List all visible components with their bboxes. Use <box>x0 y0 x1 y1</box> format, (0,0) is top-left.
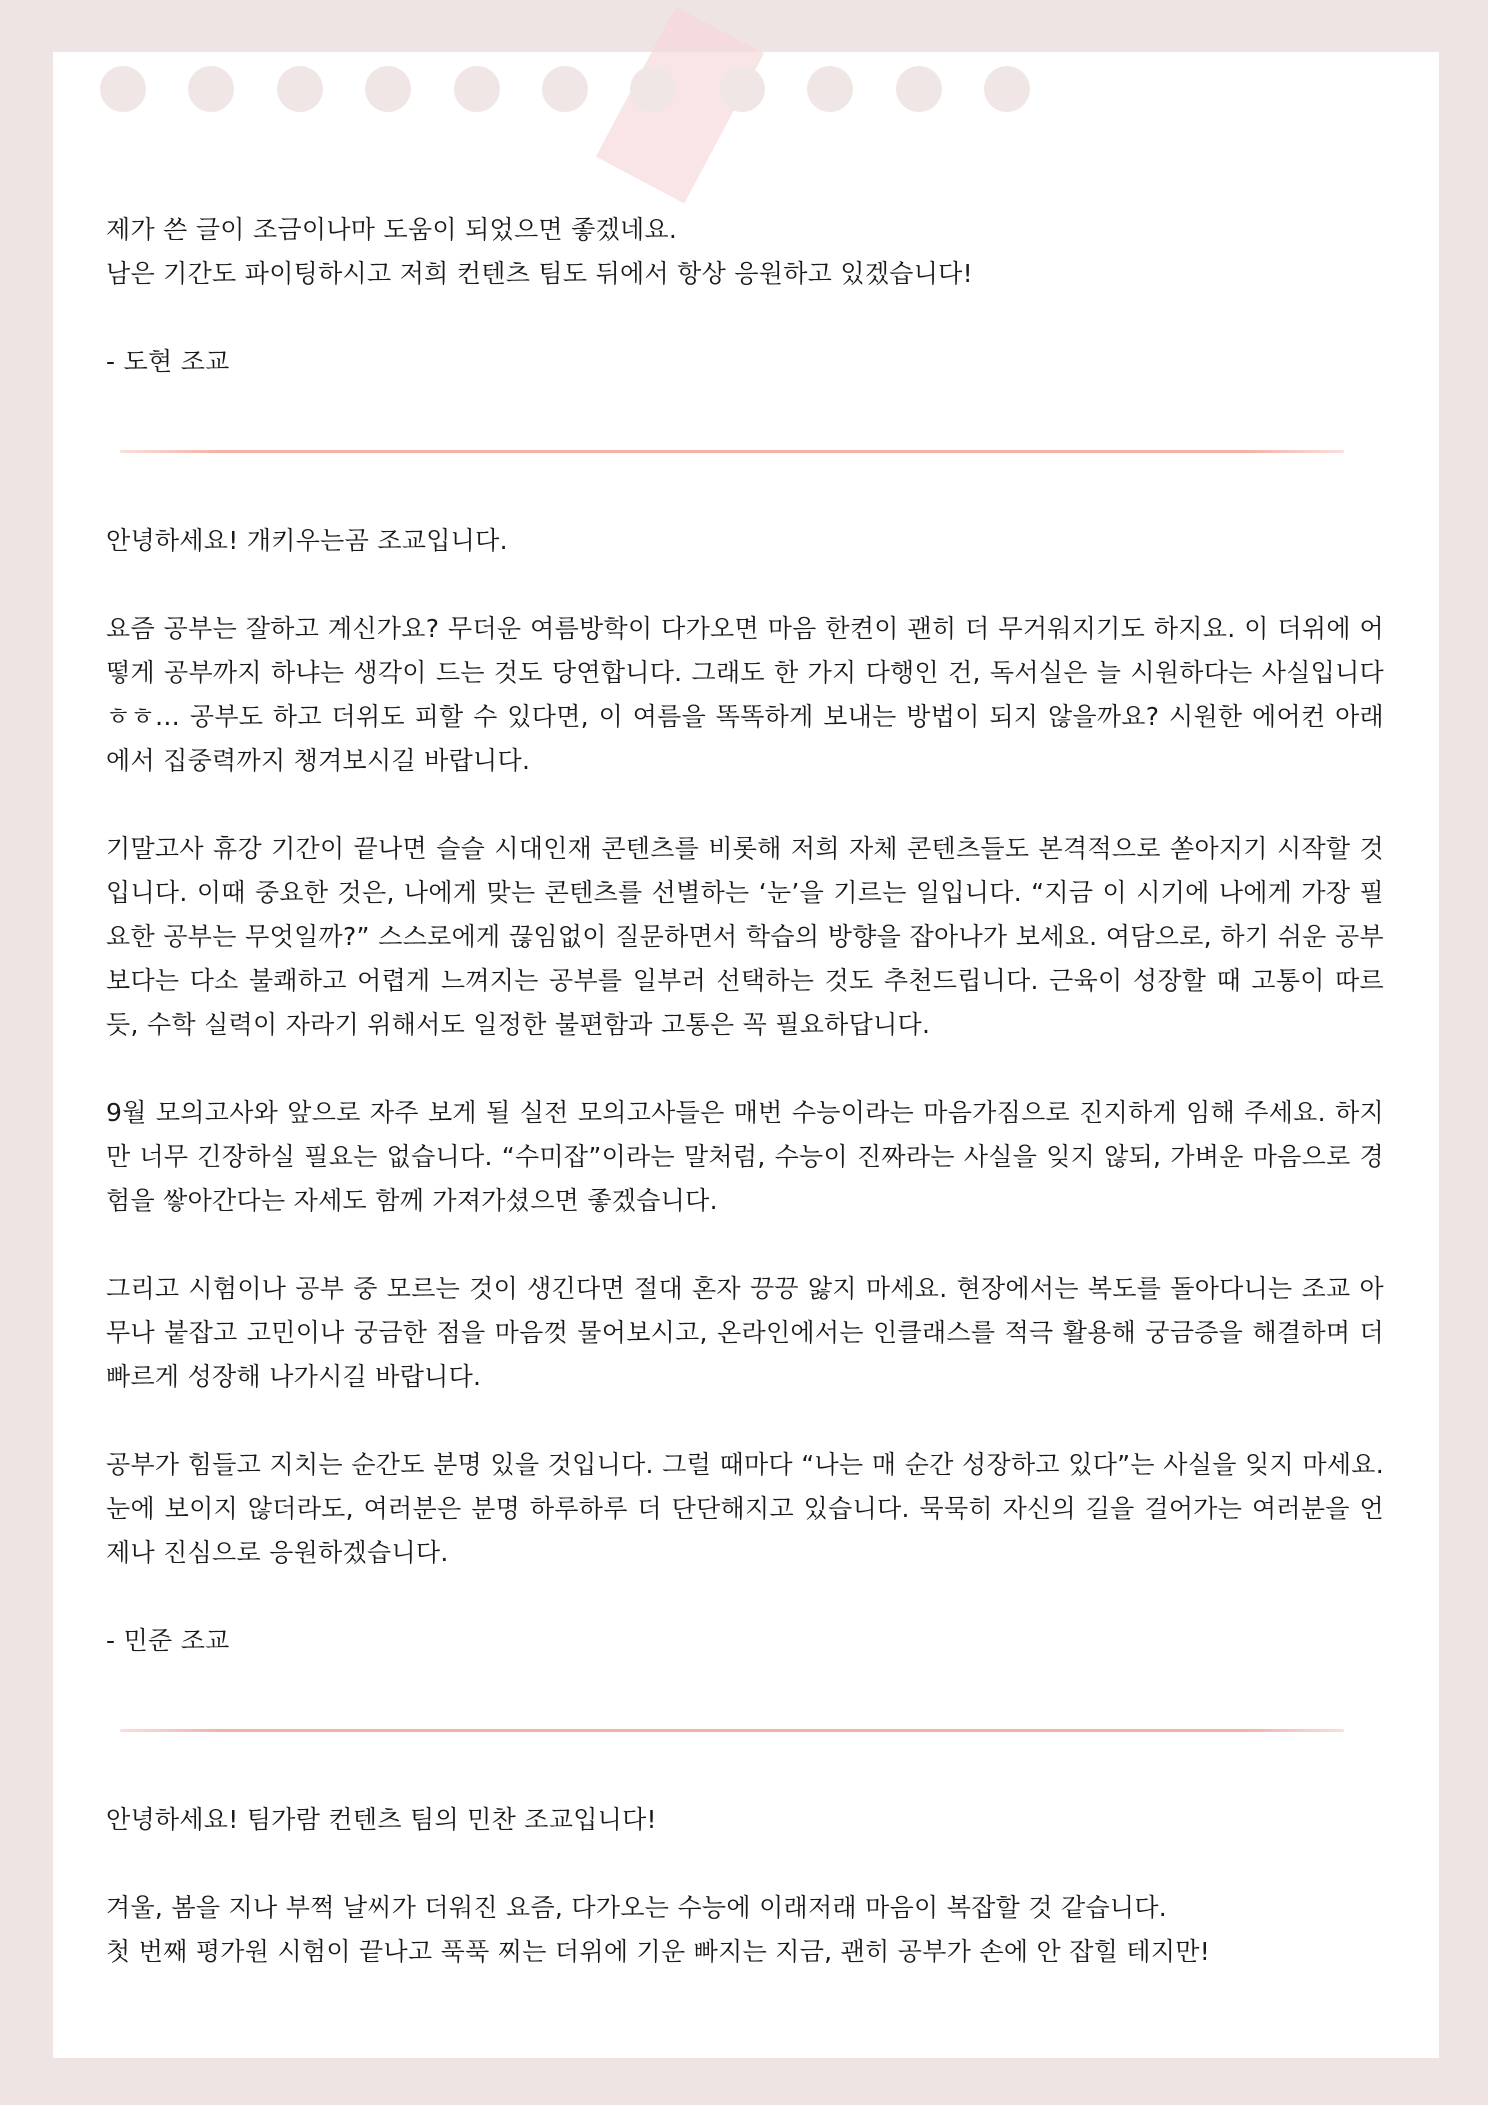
binder-hole <box>896 66 942 112</box>
message-section <box>106 519 1384 1663</box>
text-line: 제가 쓴 글이 조금이나마 도움이 되었으면 좋겠네요. <box>106 215 678 244</box>
signature: - 민준 조교 <box>106 1626 230 1655</box>
signature: - 도현 조교 <box>106 347 230 376</box>
paragraph: 안녕하세요! 팀가람 컨텐츠 팀의 민찬 조교입니다! <box>106 1805 657 1834</box>
binder-hole <box>719 66 765 112</box>
text-line: 첫 번째 평가원 시험이 끝나고 푹푹 찌는 더위에 기운 빠지는 지금, 괜히 공부가 손에 안 잡힐 테지만! <box>106 1937 1211 1966</box>
paragraph <box>106 208 1384 296</box>
message-section <box>106 1798 1384 1974</box>
text-line: 남은 기간도 파이팅하시고 저희 컨텐츠 팀도 뒤에서 항상 응원하고 있겠습니다! <box>106 259 973 288</box>
paragraph: 안녕하세요! 개키우는곰 조교입니다. <box>106 526 508 555</box>
binder-hole <box>454 66 500 112</box>
binder-hole <box>277 66 323 112</box>
binder-hole <box>100 66 146 112</box>
binder-hole <box>542 66 588 112</box>
binder-hole <box>807 66 853 112</box>
paragraph <box>106 1886 1384 1974</box>
binder-hole <box>984 66 1030 112</box>
section-divider <box>120 1729 1344 1732</box>
paragraph: 공부가 힘들고 지치는 순간도 분명 있을 것입니다. 그럴 때마다 “나는 매 순간 성장하고 있다”는 사실을 잊지 마세요. 눈에 보이지 않더라도, 여러분은 분명 하루하루 더 단단해지고 있습니다. 묵묵히 자신의 길을 걸어가는 여러분을 언제나 진심으로 응원하겠습니다. <box>106 1450 1384 1567</box>
message-section <box>106 208 1384 384</box>
letter-content <box>106 208 1384 2018</box>
paragraph: 기말고사 휴강 기간이 끝나면 슬슬 시대인재 콘텐츠를 비롯해 저희 자체 콘텐츠들도 본격적으로 쏟아지기 시작할 것입니다. 이때 중요한 것은, 나에게 맞는 콘텐츠를 선별하는 ‘눈’을 기르는 일입니다. “지금 이 시기에 나에게 가장 필요한 공부는 무엇일까?” 스스로에게 끊임없이 질문하면서 학습의 방향을 잡아나가 보세요. 여담으로, 하기 쉬운 공부보다는 다소 불쾌하고 어렵게 느껴지는 공부를 일부러 선택하는 것도 추천드립니다. 근육이 성장할 때 고통이 따르듯, 수학 실력이 자라기 위해서도 일정한 불편함과 고통은 꼭 필요하답니다. <box>106 834 1384 1039</box>
text-line: 겨울, 봄을 지나 부쩍 날씨가 더워진 요즘, 다가오는 수능에 이래저래 마음이 복잡할 것 같습니다. <box>106 1893 1168 1922</box>
paragraph: 9월 모의고사와 앞으로 자주 보게 될 실전 모의고사들은 매번 수능이라는 마음가짐으로 진지하게 임해 주세요. 하지만 너무 긴장하실 필요는 없습니다. “수미잡”이라는 말처럼, 수능이 진짜라는 사실을 잊지 않되, 가벼운 마음으로 경험을 쌓아간다는 자세도 함께 가져가셨으면 좋겠습니다. <box>106 1098 1384 1215</box>
paragraph: 그리고 시험이나 공부 중 모르는 것이 생긴다면 절대 혼자 끙끙 앓지 마세요. 현장에서는 복도를 돌아다니는 조교 아무나 붙잡고 고민이나 궁금한 점을 마음껏 물어보시고, 온라인에서는 인클래스를 적극 활용해 궁금증을 해결하며 더 빠르게 성장해 나가시길 바랍니다. <box>106 1274 1384 1391</box>
binder-hole <box>365 66 411 112</box>
section-divider <box>120 450 1344 453</box>
paragraph: 요즘 공부는 잘하고 계신가요? 무더운 여름방학이 다가오면 마음 한켠이 괜히 더 무거워지기도 하지요. 이 더위에 어떻게 공부까지 하냐는 생각이 드는 것도 당연합니다. 그래도 한 가지 다행인 건, 독서실은 늘 시원하다는 사실입니다 ㅎㅎ… 공부도 하고 더위도 피할 수 있다면, 이 여름을 똑똑하게 보내는 방법이 되지 않을까요? 시원한 에어컨 아래에서 집중력까지 챙겨보시길 바랍니다. <box>106 614 1384 775</box>
